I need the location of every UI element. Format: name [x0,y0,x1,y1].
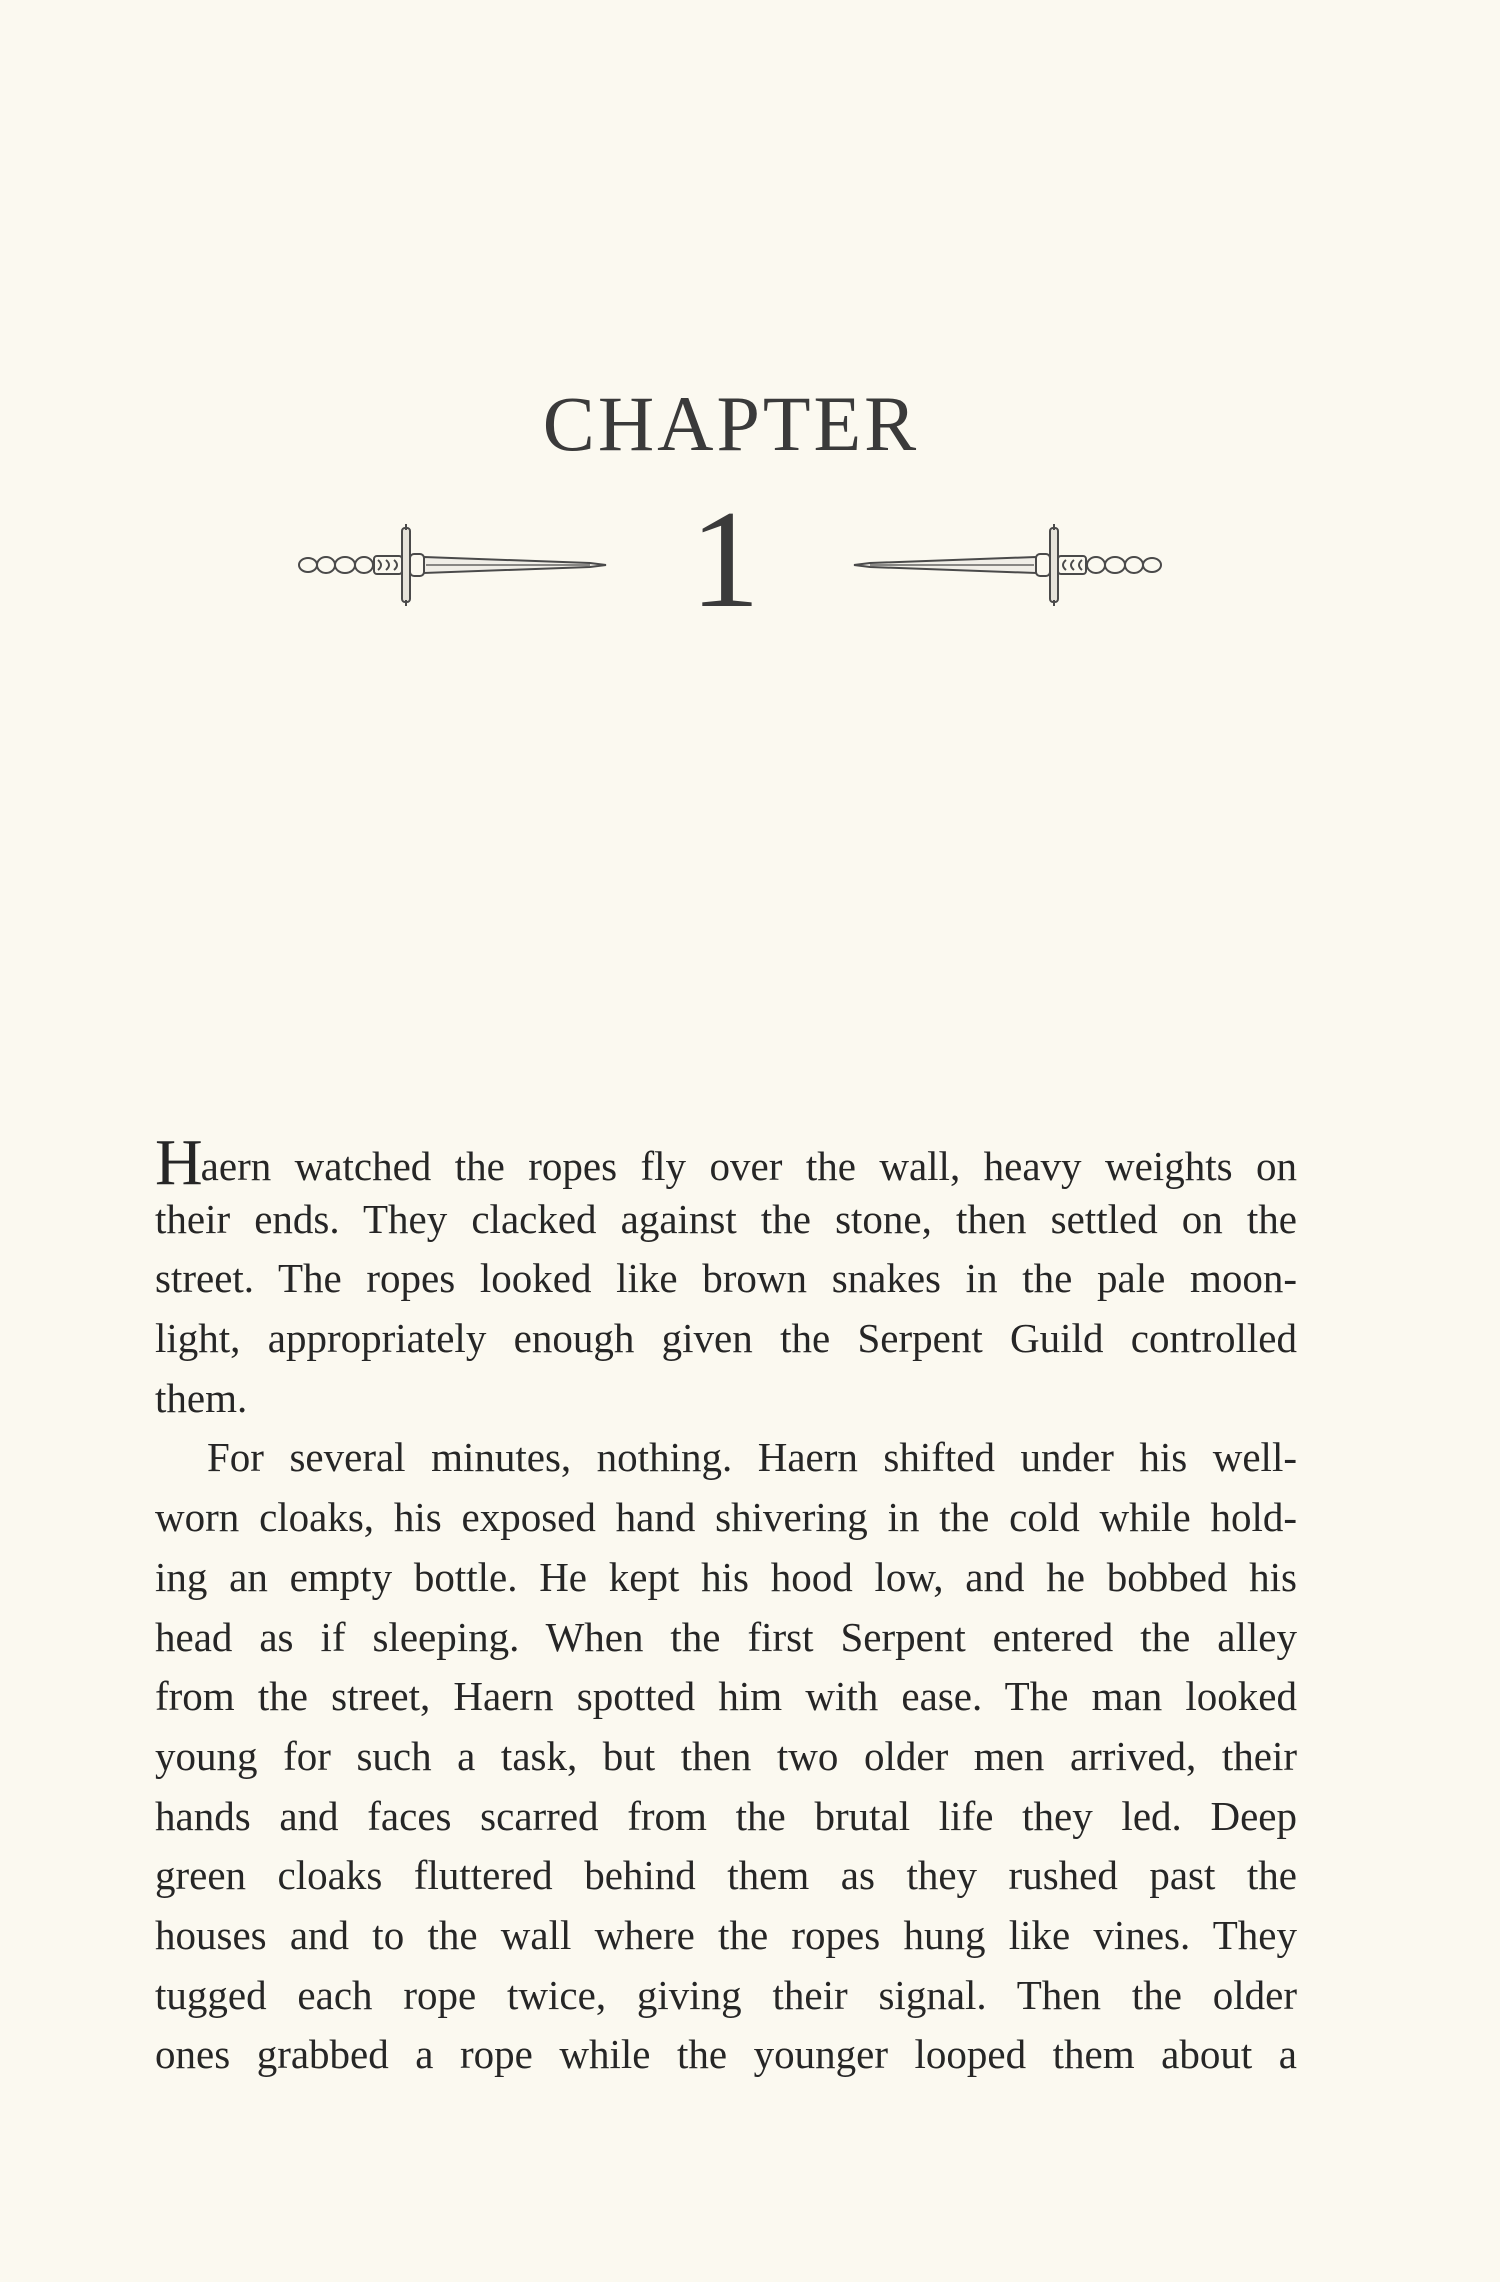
text-line: For several minutes, nothing. Haern shifted under his well- [207,1434,1297,1481]
text-line: light, appropriately enough given the Serpent Guild controlled [155,1315,1297,1362]
text-line: ones grabbed a rope while the younger looped them about a [155,2031,1297,2078]
text-line: green cloaks fluttered behind them as they rushed past the [155,1852,1297,1899]
text-line: head as if sleeping. When the first Serpent entered the alley [155,1613,1297,1660]
drop-cap: H [155,1126,203,1199]
dagger-icon [290,520,610,610]
text-line: from the street, Haern spotted him with ease. The man looked [155,1673,1297,1720]
text-line: worn cloaks, his exposed hand shivering in the cold while hold- [155,1494,1297,1541]
text-line: them. [155,1374,248,1421]
chapter-heading: CHAPTER [542,380,920,467]
text-line: houses and to the wall where the ropes hung like vines. They [155,1911,1297,1958]
text-line: Haern watched the ropes fly over the wall, heavy weights on [155,1126,1297,1199]
text-line: hands and faces scarred from the brutal life they led. Deep [155,1792,1297,1839]
chapter-number-row [0,482,1500,650]
text-line: their ends. They clacked against the stone, then settled on the [155,1195,1297,1242]
chapter-number: 1 [690,482,760,637]
chapter-body [155,1126,1297,2085]
text-line: ing an empty bottle. He kept his hood low, and he bobbed his [155,1553,1297,1600]
text-line: street. The ropes looked like brown snakes in the pale moon- [155,1255,1297,1302]
text-line: tugged each rope twice, giving their signal. Then the older [155,1971,1297,2018]
dagger-icon [850,520,1170,610]
text-line: young for such a task, but then two older men arrived, their [155,1732,1297,1779]
